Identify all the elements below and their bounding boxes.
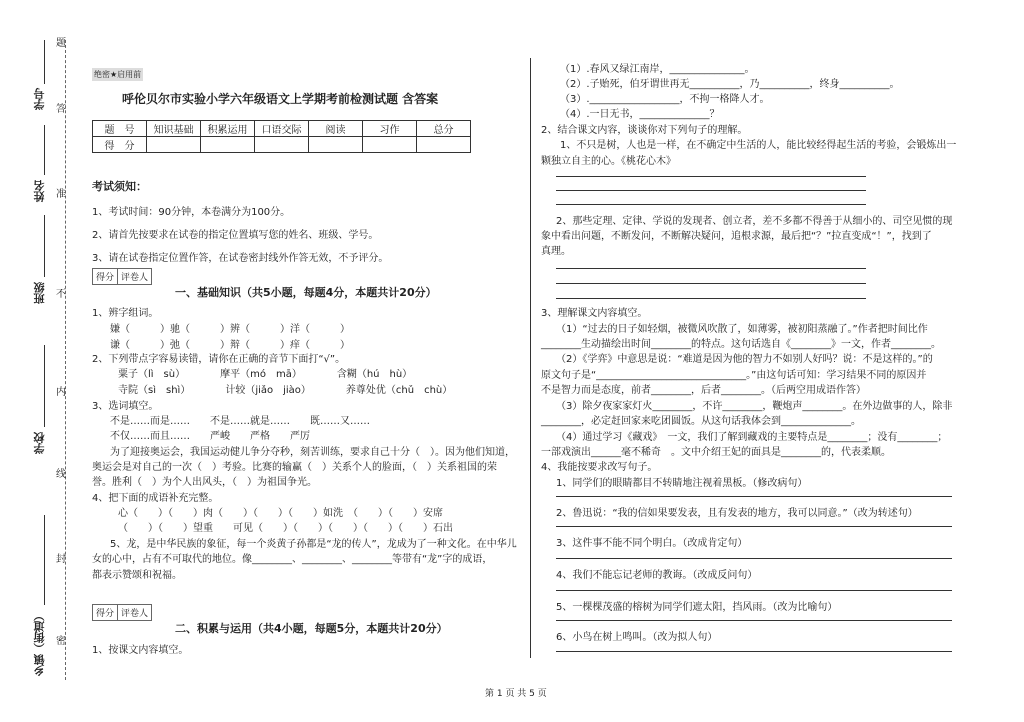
question-line: 3、这件事不能不同个明白。（改成肯定句）	[556, 538, 748, 549]
name-field[interactable]	[44, 125, 45, 175]
seal-line	[65, 40, 66, 680]
score-cell[interactable]	[309, 137, 363, 153]
question-line: ________生动描绘出时间________的特点。这句话选自《________》一文，作者________。	[541, 339, 941, 350]
question-line: 2、下列带点字容易读错，请你在正确的音节下面打“√”。	[92, 354, 346, 365]
seal-char: 内	[56, 387, 66, 398]
question-line: （2）.子贻死，伯牙谓世再无__________，乃__________，终身__________。	[560, 79, 900, 90]
question-line: 原文句子是“______________________________。”由这句话可知：学习结果不同的原因并	[541, 370, 927, 381]
question-line: 3、选词填空。	[92, 401, 159, 412]
question-line: 都表示赞颂和祝福。	[92, 570, 182, 581]
question-line: 女的心中，占有不可取代的地位。像________、________、________等带有“龙”字的成语，	[92, 554, 493, 565]
table-cell: 得 分	[93, 137, 147, 153]
question-line: （3）除夕夜家家灯火________，不许________，鞭炮声________。在外边做事的人，除非	[556, 401, 953, 412]
score-cell[interactable]	[201, 137, 255, 153]
table-cell: 知识基础	[147, 121, 201, 137]
stamp-score: 得分	[93, 605, 118, 620]
table-row	[93, 121, 471, 137]
seal-char: 封	[56, 554, 66, 565]
question-line: 寺院（sì shì） 计较（jiǎo jiào） 养尊处优（chǔ chù）	[118, 385, 453, 396]
seal-char: 线	[56, 469, 66, 480]
question-line: （ ）（ ）望重 可见（ ）（ ）（ ）（ ）（ ）石出	[118, 523, 453, 534]
seal-char: 准	[56, 189, 66, 200]
seal-char: 答	[56, 104, 66, 115]
student-id-field[interactable]	[44, 40, 45, 84]
township-label: 乡镇（街道）	[33, 610, 46, 676]
question-line: 心（ ）（ ）肉（ ）（ ）（ ）如洗 （ ）（ ）安席	[118, 508, 443, 519]
question-line: 誉。胜利（ ）为个人出风头，（ ）为祖国争光。	[92, 477, 317, 488]
confidential-badge: 绝密★启用前	[94, 70, 142, 79]
answer-line[interactable]	[556, 620, 952, 621]
score-cell[interactable]	[255, 137, 309, 153]
question-line: ________，必定赶回家来吃团圆饭。从这句话我体会到______________。	[541, 416, 861, 427]
question-line: （4）.一日无书，______________？	[560, 109, 720, 120]
answer-line[interactable]	[556, 651, 952, 652]
notice-item: 1、考试时间：90分钟，本卷满分为100分。	[92, 207, 291, 218]
question-line: 颗独立自主的心。《桃花心木》	[541, 156, 676, 167]
page-title: 呼伦贝尔市实验小学六年级语文上学期考前检测试题 含答案	[122, 92, 439, 106]
school-field[interactable]	[44, 345, 45, 427]
class-label: 班级	[33, 282, 46, 304]
question-line: （1）“过去的日子如轻烟，被微风吹散了，如薄雾，被初阳蒸融了。”作者把时间比作	[556, 324, 928, 335]
page-footer: 第 1 页 共 5 页	[485, 689, 547, 699]
question-line: 1、不只是树，人也是一样，在不确定中生活的人，能比较经得起生活的考验，会锻炼出一	[560, 140, 957, 151]
grader-stamp	[92, 604, 152, 621]
notice-item: 2、请首先按要求在试卷的指定位置填写您的姓名、班级、学号。	[92, 230, 379, 241]
column-divider	[530, 58, 531, 658]
answer-line[interactable]	[556, 590, 952, 591]
question-line: 6、小鸟在树上鸣叫。（改为拟人句）	[556, 632, 718, 643]
answer-line[interactable]	[556, 176, 866, 177]
question-line: 1、按课文内容填空。	[92, 645, 189, 656]
question-line: （3）.__________________，不拘一格降人才。	[560, 94, 770, 105]
question-line: 嫌（ ）驰（ ）辨（ ）洋（ ）	[110, 324, 350, 335]
question-line: 4、我能按要求改写句子。	[541, 462, 658, 473]
score-table	[92, 120, 471, 153]
table-cell: 习作	[363, 121, 417, 137]
question-line: （2）《学弈》中意思是说：“难道是因为他的智力不如别人好吗？说：不是这样的。”的	[556, 354, 933, 365]
table-cell: 题 号	[93, 121, 147, 137]
answer-line[interactable]	[556, 526, 952, 527]
student-id-label: 学号	[33, 88, 46, 110]
name-label: 姓名	[33, 180, 46, 202]
question-line: 5、龙，是中华民族的象征，每一个炎黄子孙都是“龙的传人”，龙成为了一种文化。在中华儿	[110, 539, 517, 550]
stamp-grader: 评卷人	[121, 609, 149, 619]
question-line: 不仅……而且…… 严峻 严格 严厉	[110, 431, 310, 442]
table-cell: 积累运用	[201, 121, 255, 137]
question-line: 2、结合课文内容，谈谈你对下列句子的理解。	[541, 125, 748, 136]
binding-margin	[0, 0, 75, 722]
answer-line[interactable]	[556, 204, 866, 205]
question-line: 1、同学们的眼睛都目不转睛地注视着黑板。（修改病句）	[556, 478, 808, 489]
section-heading: 二、积累与运用（共4小题，每题5分，本题共计20分）	[175, 622, 448, 635]
stamp-grader: 评卷人	[121, 273, 149, 283]
township-field[interactable]	[44, 515, 45, 605]
section-heading: 一、基础知识（共5小题，每题4分，本题共计20分）	[175, 286, 437, 299]
answer-line[interactable]	[556, 298, 866, 299]
answer-line[interactable]	[556, 283, 866, 284]
question-line: 4、我们不能忘记老师的教诲。（改成反问句）	[556, 570, 758, 581]
class-field[interactable]	[44, 215, 45, 277]
score-cell[interactable]	[147, 137, 201, 153]
question-line: 不是……而是…… 不是……就是…… 既……又……	[110, 416, 370, 427]
notice-heading: 考试须知：	[92, 180, 147, 193]
table-row	[93, 137, 471, 153]
question-line: 2、鲁迅说：“我的信如果要发表，且有发表的地方，我可以同意。”（改为转述句）	[556, 508, 918, 519]
question-line: 不是智力而是态度，前者________，后者________。（后两空用成语作答）	[541, 385, 866, 396]
answer-line[interactable]	[556, 496, 952, 497]
grader-stamp	[92, 268, 152, 285]
score-cell[interactable]	[363, 137, 417, 153]
notice-item: 3、请在试卷指定位置作答，在试卷密封线外作答无效，不予评分。	[92, 253, 389, 264]
question-line: 一部戏演出______毫不稀奇 。文中介绍王妃的面具是________的，代表柔顺。	[541, 447, 891, 458]
table-cell: 阅读	[309, 121, 363, 137]
question-line: 真理。	[541, 246, 571, 257]
question-line: 粟子（lì sù） 摩平（mó mā） 含糊（hú hù）	[118, 369, 413, 380]
stamp-score: 得分	[93, 269, 118, 284]
seal-char: 不	[56, 289, 66, 300]
answer-line[interactable]	[556, 190, 866, 191]
question-line: 象中看出问题，不断发问，不断解决疑问，追根求源，最后把“？”拉直变成“！”，找到了	[541, 231, 932, 242]
table-cell: 总分	[417, 121, 471, 137]
seal-char: 密	[56, 636, 66, 647]
question-line: 3、理解课文内容填空。	[541, 308, 648, 319]
question-line: 2、那些定理、定律、学说的发现者、创立者，差不多都不得善于从细小的、司空见惯的现	[556, 216, 953, 227]
school-label: 学校	[33, 432, 46, 454]
score-cell[interactable]	[417, 137, 471, 153]
question-line: （4）通过学习《藏戏》 一文，我们了解到藏戏的主要特点是________；没有________；	[556, 432, 948, 443]
table-cell: 口语交际	[255, 121, 309, 137]
answer-line[interactable]	[556, 558, 952, 559]
question-line: 1、辨字组词。	[92, 308, 159, 319]
question-line: 为了迎接奥运会，我国运动健儿争分夺秒，刻苦训练，要求自己十分（ ）。因为他们知道，	[110, 447, 515, 458]
answer-line[interactable]	[556, 268, 866, 269]
question-line: 奥运会是对自己的一次（ ）考验。比赛的输赢（ ）关系个人的脸面，（ ）关系祖国的荣	[92, 462, 497, 473]
question-line: 5、一棵棵茂盛的榕树为同学们遮太阳，挡风雨。（改为比喻句）	[556, 602, 838, 613]
question-line: （1）.春风又绿江南岸，_______________。	[560, 64, 755, 75]
question-line: 4、把下面的成语补充完整。	[92, 493, 219, 504]
question-line: 谦（ ）弛（ ）辩（ ）痒（ ）	[110, 340, 350, 351]
seal-char: 题	[56, 38, 66, 49]
